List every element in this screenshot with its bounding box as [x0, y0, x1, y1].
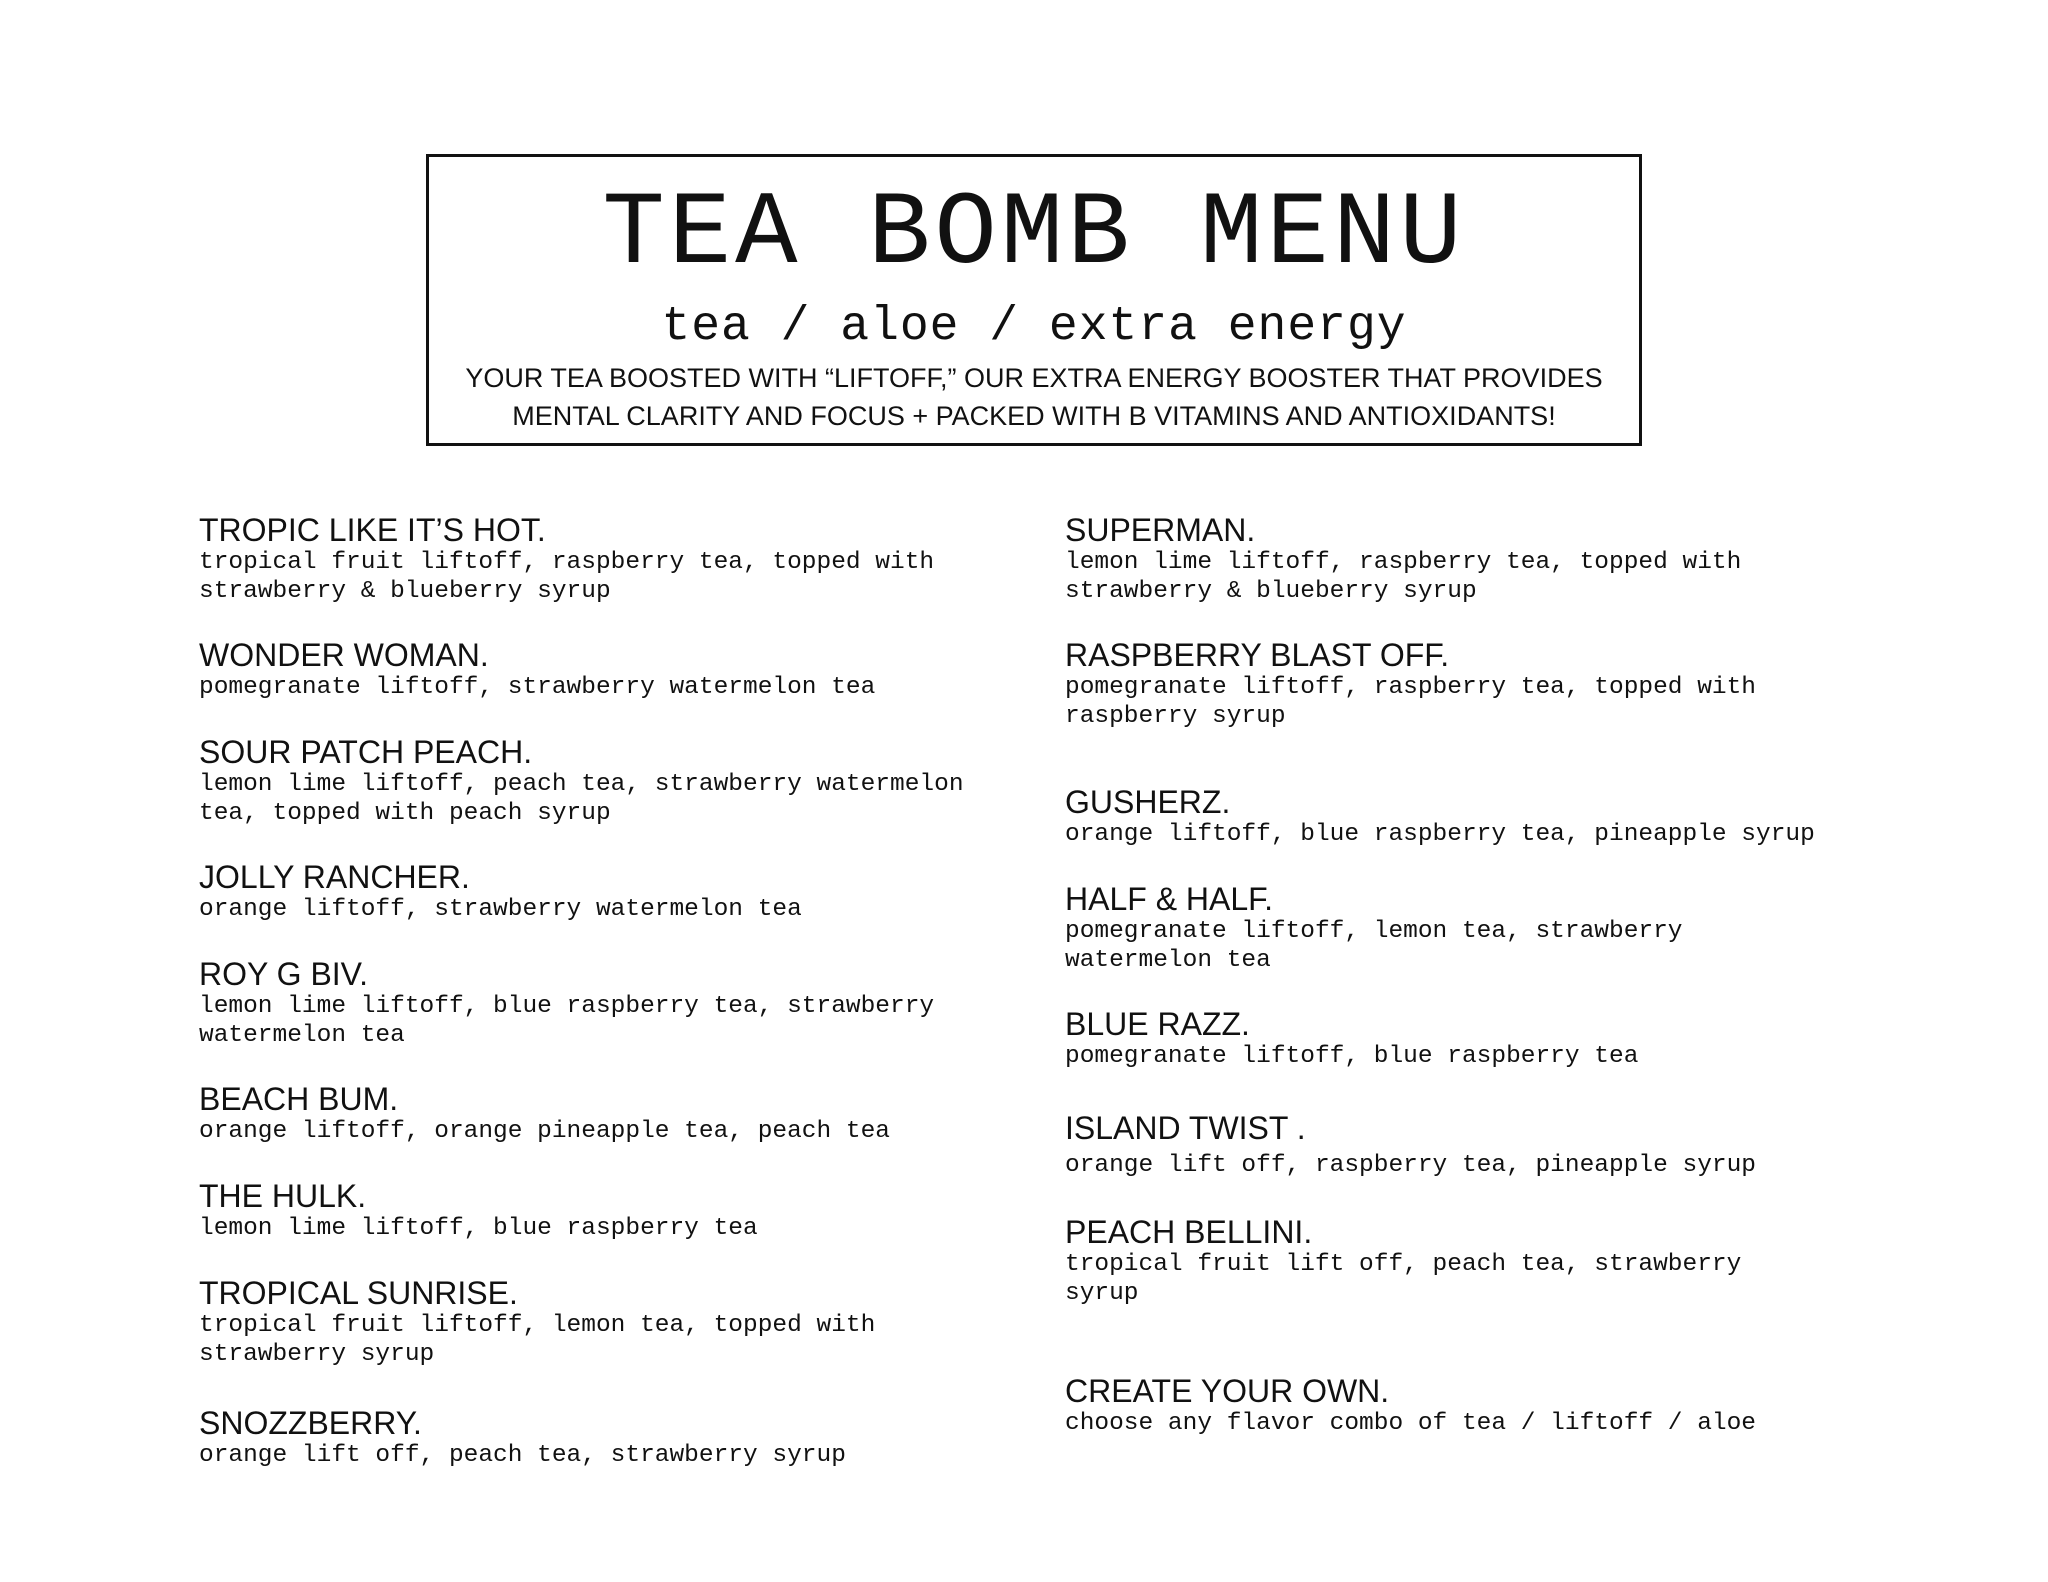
- menu-item-name: ISLAND TWIST .: [1065, 1110, 1306, 1146]
- menu-item-name: SUPERMAN.: [1065, 512, 1256, 548]
- menu-item-description: orange liftoff, orange pineapple tea, peach tea: [199, 1118, 891, 1145]
- menu-item-description: lemon lime liftoff, raspberry tea, topped with strawberry & blueberry syrup: [1065, 549, 1742, 605]
- menu-item-description: orange liftoff, blue raspberry tea, pineapple syrup: [1065, 821, 1815, 848]
- menu-item-description: orange liftoff, strawberry watermelon tea: [199, 896, 802, 923]
- menu-header-box: [426, 154, 1642, 446]
- menu-item-name: BLUE RAZZ.: [1065, 1006, 1250, 1042]
- menu-item: [1065, 512, 1925, 606]
- menu-item: [199, 734, 1059, 828]
- menu-item-name: PEACH BELLINI.: [1065, 1214, 1313, 1250]
- menu-item-name: SNOZZBERRY.: [199, 1405, 422, 1441]
- menu-item-name: GUSHERZ.: [1065, 784, 1231, 820]
- menu-item: [1065, 881, 1925, 975]
- menu-item-description: choose any flavor combo of tea / liftoff / aloe: [1065, 1410, 1757, 1437]
- menu-item-description: tropical fruit liftoff, raspberry tea, topped with strawberry & blueberry syrup: [199, 549, 935, 605]
- menu-item-name: RASPBERRY BLAST OFF.: [1065, 637, 1450, 673]
- tagline-line-1: YOUR TEA BOOSTED WITH “LIFTOFF,” OUR EXTRA ENERGY BOOSTER THAT PROVIDES: [465, 363, 1603, 393]
- menu-item-name: BEACH BUM.: [199, 1081, 399, 1117]
- menu-item: [1065, 637, 1925, 731]
- menu-item-name: ROY G BIV.: [199, 956, 368, 992]
- menu-item: [1065, 784, 1925, 849]
- menu-item-name: WONDER WOMAN.: [199, 637, 489, 673]
- menu-item: [199, 956, 1059, 1050]
- menu-item: [199, 512, 1059, 606]
- menu-item-description: lemon lime liftoff, blue raspberry tea, strawberry watermelon tea: [199, 993, 935, 1049]
- menu-item: [1065, 1110, 1925, 1180]
- menu-item-description: lemon lime liftoff, peach tea, strawberry watermelon tea, topped with peach syrup: [199, 771, 964, 827]
- menu-item-description: tropical fruit liftoff, lemon tea, topped with strawberry syrup: [199, 1312, 876, 1368]
- menu-item-name: CREATE YOUR OWN.: [1065, 1373, 1390, 1409]
- menu-item-name: TROPIC LIKE IT’S HOT.: [199, 512, 546, 548]
- menu-item: [1065, 1214, 1925, 1308]
- menu-item-description: pomegranate liftoff, lemon tea, strawberry watermelon tea: [1065, 918, 1683, 974]
- menu-item-name: HALF & HALF.: [1065, 881, 1274, 917]
- menu-item-name: JOLLY RANCHER.: [199, 859, 470, 895]
- menu-item-description: pomegranate liftoff, strawberry watermelon tea: [199, 674, 876, 701]
- menu-item: [1065, 1006, 1925, 1071]
- menu-item-name: SOUR PATCH PEACH.: [199, 734, 533, 770]
- menu-item: [199, 1275, 1059, 1369]
- menu-title: TEA BOMB MENU: [602, 176, 1466, 294]
- menu-subtitle: tea / aloe / extra energy: [661, 300, 1407, 354]
- menu-item-name: TROPICAL SUNRISE.: [199, 1275, 518, 1311]
- menu-item: [199, 1405, 1059, 1470]
- menu-item: [1065, 1373, 1925, 1438]
- menu-item-description: lemon lime liftoff, blue raspberry tea: [199, 1215, 758, 1242]
- menu-item-description: pomegranate liftoff, blue raspberry tea: [1065, 1043, 1639, 1070]
- menu-item: [199, 637, 1059, 702]
- menu-tagline: [429, 359, 1639, 435]
- menu-item-description: pomegranate liftoff, raspberry tea, topped with raspberry syrup: [1065, 674, 1757, 730]
- menu-item: [199, 1081, 1059, 1146]
- menu-item: [199, 859, 1059, 924]
- menu-item-description: orange lift off, raspberry tea, pineapple syrup: [1065, 1152, 1757, 1179]
- menu-item-description: orange lift off, peach tea, strawberry syrup: [199, 1442, 846, 1469]
- tagline-line-2: MENTAL CLARITY AND FOCUS + PACKED WITH B VITAMINS AND ANTIOXIDANTS!: [512, 401, 1556, 431]
- menu-item: [199, 1178, 1059, 1243]
- menu-item-name: THE HULK.: [199, 1178, 367, 1214]
- menu-item-description: tropical fruit lift off, peach tea, strawberry syrup: [1065, 1251, 1742, 1307]
